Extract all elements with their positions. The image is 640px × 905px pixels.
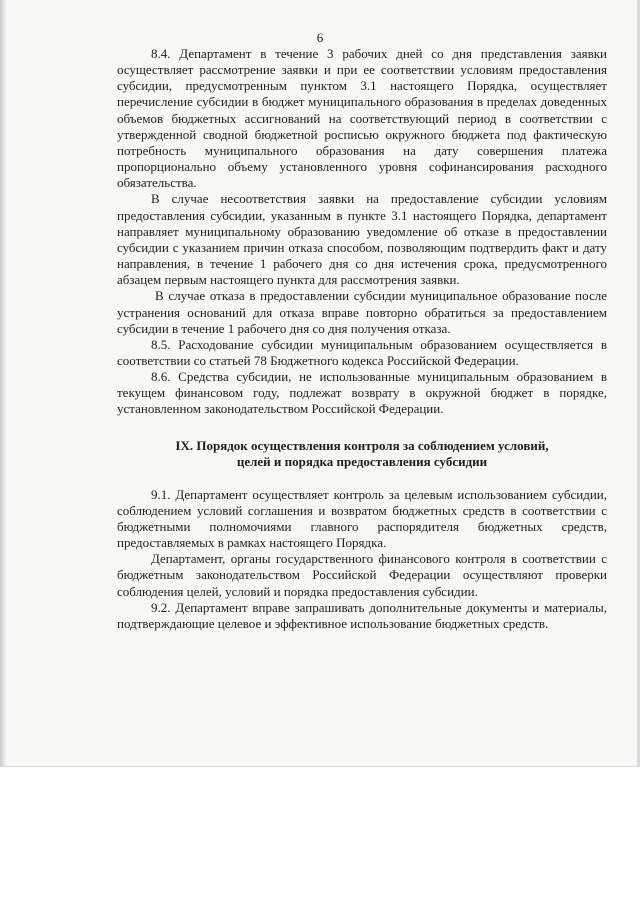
paragraph-9-1-control-bodies: Департамент, органы государственного финансового контроля в соответствии с бюджетным законодательством Российской Федерации осуществляют проверки соблюдения целей, условий и порядка предоставления субсидии.	[117, 551, 607, 599]
paragraph-8-4-reapply: В случае отказа в предоставлении субсидии муниципальное образование после устранения оснований для отказа вправе повторно обратиться за предоставлением субсидии в течение 1 рабочего дня со дня получения отказа.	[117, 288, 607, 336]
section-heading-line-1: IX. Порядок осуществления контроля за соблюдением условий,	[175, 437, 549, 453]
page-number: 6	[316, 30, 324, 45]
blank-margin	[0, 767, 640, 905]
paragraph-8-5: 8.5. Расходование субсидии муниципальным образованием осуществляется в соответствии со статьей 78 Бюджетного кодекса Российской Федерации.	[117, 336, 607, 368]
paragraph-9-2: 9.2. Департамент вправе запрашивать дополнительные документы и материалы, подтверждающие целевое и эффективное использование бюджетных средств.	[117, 599, 607, 631]
paragraph-8-4-refusal: В случае несоответствия заявки на предоставление субсидии условиям предоставления субсидии, указанным в пункте 3.1 настоящего Порядка, департамент направляет муниципальному образованию уведомление об отказе в предоставлении субсидии с указанием причин отказа способом, позволяющим подтвердить факт и дату направления, в течение 1 рабочего дня со дня истечения срока, предусмотренного абзацем первым настоящего пункта для рассмотрения заявки.	[117, 191, 607, 288]
section-heading-ix	[117, 438, 607, 470]
paragraph-9-1: 9.1. Департамент осуществляет контроль за целевым использованием субсидии, соблюдением условий соглашения и возвратом бюджетных средств в соответствии с бюджетными полномочиями главного распорядителя бюджетных средств, предоставляемых в рамках настоящего Порядка.	[117, 486, 607, 551]
section-heading-line-2: целей и порядка предоставления субсидии	[236, 453, 488, 469]
document-body	[117, 46, 607, 632]
paragraph-8-6: 8.6. Средства субсидии, не использованные муниципальным образованием в текущем финансовом году, подлежат возврату в окружной бюджет в порядке, установленном законодательством Российской Федерации.	[117, 369, 607, 417]
paragraph-8-4: 8.4. Департамент в течение 3 рабочих дней со дня представления заявки осуществляет рассмотрение заявки и при ее соответствии условиям предоставления субсидии, предусмотренным пунктом 3.1 настоящего Порядка, осуществляет перечисление субсидии в бюджет муниципального образования в пределах доведенных объемов бюджетных ассигнований на соответствующий период в соответствии с утвержденной сводной бюджетной росписью окружного бюджета под фактическую потребность муниципального образования на дату совершения платежа пропорционально объему установленного уровня софинансирования расходного обязательства.	[117, 46, 607, 191]
